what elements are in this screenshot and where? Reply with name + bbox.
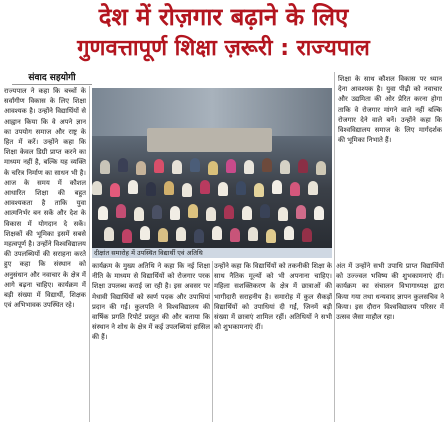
audience-member	[280, 160, 290, 174]
byline: संवाद सहयोगी	[12, 70, 92, 85]
audience-member	[110, 183, 120, 197]
headline-line-2: गुणवत्तापूर्ण शिक्षा ज़रूरी : राज्यपाल	[77, 36, 370, 61]
photo-caption: दीक्षांत समारोह में उपस्थित विद्यार्थी एवं अतिथि	[92, 248, 332, 258]
audience-member	[272, 180, 282, 194]
audience-member	[314, 206, 324, 220]
audience-member	[290, 182, 300, 196]
audience-member	[218, 182, 228, 196]
audience-member	[244, 160, 254, 174]
article-column-4: शिक्षा के साथ कौशल विकास पर ध्यान देना आवश्यक है। युवा पीढ़ी को नवाचार और उद्यमिता की ओर प्रेरित करना होगा ताकि वे रोजगार मांगने वाले नहीं बल्कि रोजगार देने वाले बनें। उन्होंने कहा कि विश्वविद्यालय समाज के लिए मार्गदर्शक की भूमिका निभाते हैं।	[338, 75, 442, 145]
audience-member	[152, 205, 162, 219]
audience-member	[266, 229, 276, 243]
article-column-3: उन्होंने कहा कि विद्यार्थियों को तकनीकी शिक्षा के साथ नैतिक मूल्यों को भी अपनाना चाहिए। महिला सशक्तिकरण के क्षेत्र में छात्राओं की भागीदारी सराहनीय है। समारोह में कुल सैकड़ों विद्यार्थियों को उपाधियां दी गईं, जिनमें बड़ी संख्या में छात्राएं शामिल रहीं। अतिथियों ने सभी को शुभकामनाएं दीं।	[214, 262, 332, 332]
audience-member	[118, 158, 128, 172]
audience-member	[260, 204, 270, 218]
audience-member	[154, 159, 164, 173]
audience-member	[164, 181, 174, 195]
column-divider	[89, 86, 90, 422]
audience-member	[226, 159, 236, 173]
audience-member	[236, 181, 246, 195]
audience-member	[298, 159, 308, 173]
audience-member	[230, 228, 240, 242]
audience-member	[172, 160, 182, 174]
audience-member	[248, 227, 258, 241]
audience-member	[206, 207, 216, 221]
audience-member	[92, 181, 102, 195]
audience-row	[92, 204, 332, 224]
audience-member	[190, 158, 200, 172]
audience-member	[242, 206, 252, 220]
audience-member	[158, 228, 168, 242]
audience-member	[182, 183, 192, 197]
audience-member	[176, 227, 186, 241]
audience-member	[278, 207, 288, 221]
audience-member	[104, 227, 114, 241]
audience-member	[136, 161, 146, 175]
audience-member	[128, 180, 138, 194]
audience-member	[212, 226, 222, 240]
audience-row	[92, 180, 332, 200]
column-divider	[212, 261, 213, 422]
article-column-2: कार्यक्रम के मुख्य अतिथि ने कहा कि नई शिक्षा नीति के माध्यम से विद्यार्थियों को रोजगार परक शिक्षा उपलब्ध कराई जा रही है। इस अवसर पर मेधावी विद्यार्थियों को स्वर्ण पदक और उपाधियां प्रदान की गईं। कुलपति ने विश्वविद्यालय की वार्षिक प्रगति रिपोर्ट प्रस्तुत की और बताया कि संस्थान ने शोध के क्षेत्र में कई उपलब्धियां हासिल की हैं।	[92, 262, 210, 342]
audience-member	[308, 181, 318, 195]
headline-line-1: देश में रोज़गार बढ़ाने के लिए	[98, 3, 349, 31]
audience-member	[122, 229, 132, 243]
audience-member	[194, 229, 204, 243]
audience-member	[170, 206, 180, 220]
audience-member	[140, 226, 150, 240]
headline	[0, 0, 447, 66]
audience-member	[296, 205, 306, 219]
stage-table	[147, 128, 272, 152]
audience-row	[92, 158, 332, 178]
audience-member	[254, 183, 264, 197]
audience-row	[92, 226, 332, 246]
event-photo	[92, 88, 332, 256]
audience-member	[316, 161, 326, 175]
article-column-4-continued: अंत में उन्होंने सभी उपाधि प्राप्त विद्यार्थियों को उज्ज्वल भविष्य की शुभकामनाएं दीं। कार्यक्रम का संचालन विभागाध्यक्ष द्वारा किया गया तथा धन्यवाद ज्ञापन कुलसचिव ने किया। इस दौरान विश्वविद्यालय परिसर में उत्सव जैसा माहौल रहा।	[336, 262, 444, 322]
audience-member	[100, 160, 110, 174]
audience-member	[284, 226, 294, 240]
audience-member	[146, 182, 156, 196]
audience-member	[302, 228, 312, 242]
audience-member	[200, 180, 210, 194]
audience-member	[188, 204, 198, 218]
column-divider	[334, 72, 335, 422]
audience-member	[208, 161, 218, 175]
audience-member	[224, 205, 234, 219]
audience-member	[98, 206, 108, 220]
audience-member	[262, 158, 272, 172]
audience-member	[134, 207, 144, 221]
audience-member	[116, 204, 126, 218]
article-column-1: राज्यपाल ने कहा कि बच्चों के सर्वांगीण विकास के लिए शिक्षा आवश्यक है। उन्होंने विद्यार्थियों से आह्वान किया कि वे अपने ज्ञान का उपयोग समाज और राष्ट्र के हित में करें। उन्होंने कहा कि शिक्षा केवल डिग्री प्राप्त करने का माध्यम नहीं है, बल्कि यह व्यक्ति के चरित्र निर्माण का साधन भी है। आज के समय में कौशल आधारित शिक्षा की बहुत आवश्यकता है ताकि युवा आत्मनिर्भर बन सकें और देश के विकास में योगदान दे सकें। शिक्षकों की भूमिका इसमें सबसे महत्वपूर्ण है। उन्होंने विश्वविद्यालय की उपलब्धियों की सराहना करते हुए कहा कि संस्थान को अनुसंधान और नवाचार के क्षेत्र में आगे बढ़ना चाहिए। कार्यक्रम में बड़ी संख्या में विद्यार्थी, शिक्षक एवं अभिभावक उपस्थित रहे।	[4, 87, 86, 310]
